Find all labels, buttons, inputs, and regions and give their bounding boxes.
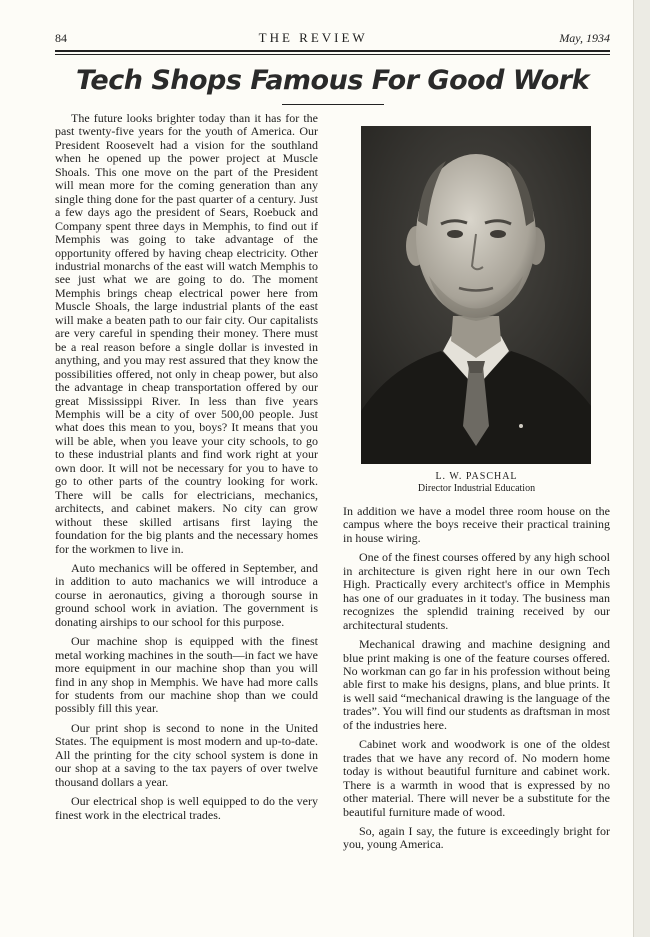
journal-title: THE REVIEW [258, 30, 368, 45]
paragraph: In addition we have a model three room house on the campus where the boys receive their practical training in house wiring. [343, 504, 610, 545]
caption-name: L. W. PASCHAL [435, 471, 518, 482]
running-header [55, 30, 610, 46]
paragraph: Our print shop is second to none in the United States. The equipment is most modern and up-to-date. All the printing for the city school system is done in our shop at a saving to the tax payers of over twelve thousand dollars a year. [55, 720, 318, 789]
paragraph: The future looks brighter today than it has for the past twenty-five years for the youth of America. Our President Roosevelt had a vision for the southland when he opened up the power project at Muscle Shoals. This one move on the part of the President will mean more for the coming generation than any single thing done for the past quarter of a century. Just a few days ago the president of Sears, Roebuck and Company spent three days in Memphis, to find out if Memphis was going to take advantage of the opportunity offered by having cheap electricity. Other industrial monarchs of the east will watch Memphis to see just what we are going to do. The moment Memphis brings cheap electrical power here from Muscle Shoals, the large industrial plants of the east will make a beaten path to our fair city. Our capitalists are very careful in spending their money. There must be a real reason before a single dollar is invested in anything, and you may rest assured that they know the possibilities offered, not only in cheap power, but also the advantage in cheap transportation offered by our great Mississippi River. In less than five years Memphis will be a city of over 500,00 people. Just what does this mean to you, boys? It means that you will be able, when you leave your city schools, to go to these industrial plants and find work right at your own door. It will not be necessary for you to have to go to other parts of the country looking for work. There will be calls for electricians, mechanics, architects, and cabinet makers. No city can grow without these skilled artisans first laying the foundation for the big plants and the necessary homes for the workmen to live in. [55, 111, 318, 556]
right-column-text [343, 505, 610, 852]
paragraph: Auto mechanics will be offered in September, and in addition to auto machanics we will introduce a course in aeronautics, giving a thorough sourse in ground school work in aviation. The government is donating airships to our school for this purpose. [55, 560, 318, 629]
header-rule-thin [55, 54, 610, 55]
caption-role: Director Industrial Education [417, 483, 536, 494]
paragraph: Our electrical shop is well equipped to do the very finest work in the electrical trades. [55, 794, 318, 822]
right-column [343, 126, 610, 852]
paragraph: Our machine shop is equipped with the finest metal working machines in the south—in fact we have more equipment in our machine shop than you will find in any shop in Memphis. We have had more calls for students from our machine shop than we could possibly fill this year. [55, 634, 318, 716]
issue-date: May, 1934 [559, 31, 610, 45]
paragraph: One of the finest courses offered by any high school in architecture is given right here in our own Tech High. Practically every architect's office in Memphis has one of our graduates in it today. The business man recognizes the splendid training received by our architectural students. [343, 550, 610, 632]
paragraph: Cabinet work and woodwork is one of the oldest trades that we have any record of. No modern home today is without beautiful furniture and cabinet work. There is a warmth in wood that is expressed by no other material. There will never be a substitute for the beautiful furniture made of wood. [343, 737, 610, 819]
portrait-illustration [361, 126, 591, 464]
left-column [55, 112, 318, 822]
paragraph: Mechanical drawing and machine designing and blue print making is one of the feature courses offered. No workman can go far in his profession without being able first to make his designs, plans, and blue prints. It is well said “mechanical drawing is the language of the trades”. You will find our students as draftsman in most of the industries here. [343, 637, 610, 732]
photo-caption [343, 471, 610, 495]
header-rule [55, 50, 610, 52]
portrait-photo [361, 126, 591, 464]
page-edge-shadow [633, 0, 650, 937]
magazine-page [55, 30, 610, 852]
article-title: Tech Shops Famous For Good Work [75, 65, 590, 96]
page-number: 84 [55, 31, 67, 45]
paragraph: So, again I say, the future is exceedingly bright for you, young America. [343, 823, 610, 852]
title-underline [282, 104, 384, 105]
